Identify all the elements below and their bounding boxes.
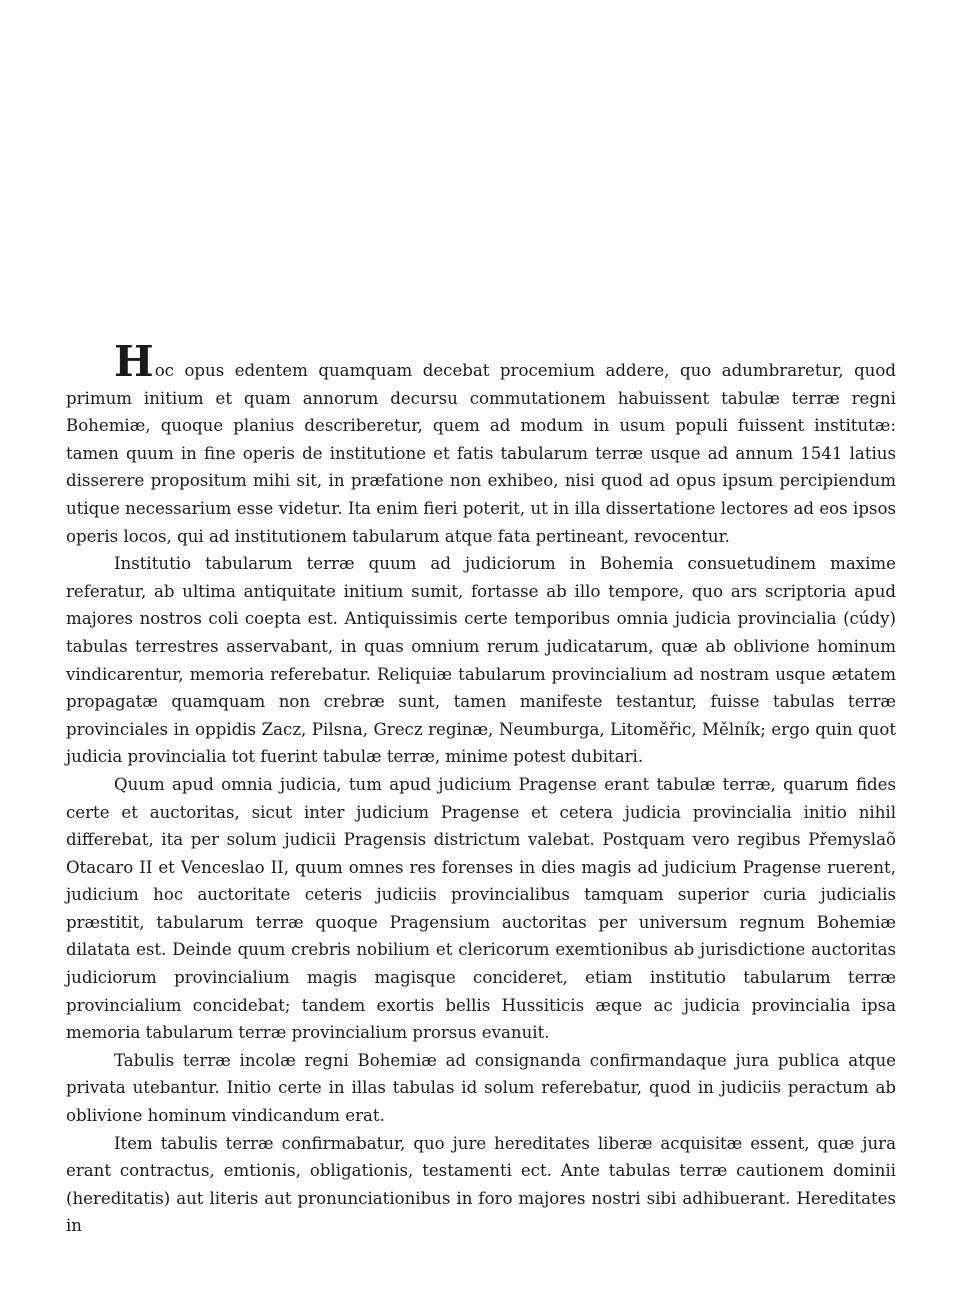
paragraph-5: Item tabulis terræ confirmabatur, quo jure hereditates liberæ acquisitæ essent, quæ jura erant contractus, emtionis, obligationis, testamenti ect. Ante tabulas terræ cautionem dominii (hereditatis) aut literis aut pronunciationibus in foro majores nostri sibi adhibuerant. Hereditates in [66,1133,896,1236]
paragraph-2: Institutio tabularum terræ quum ad judiciorum in Bohemia consuetudinem maxime referatur, ab ultima antiquitate initium sumit, fortasse ab illo tempore, quo ars scriptoria apud majores nostros coli coepta est. Antiquissimis certe temporibus omnia judicia provincialia (cúdy) tabulas terrestres asservabant, in quas omnium rerum judicatarum, quæ ab oblivione hominum vindicarentur, memoria referebatur. Reliquiæ tabularum provincialium ad nostram usque ætatem propagatæ quamquam non crebræ sunt, tamen manifeste testantur, fuisse tabulas terræ provinciales in oppidis Zacz, Pilsna, Grecz reginæ, Neumburga, Litoměřic, Mělník; ergo quin quot judicia provincialia tot fuerint tabulæ terræ, minime potest dubitari. [66,554,896,767]
document-body [66,337,896,1240]
paragraph-4: Tabulis terræ incolæ regni Bohemiæ ad consignanda confirmandaque jura publica atque privata utebantur. Initio certe in illas tabulas id solum referebatur, quod in judiciis peractum ab oblivione hominum vindicandum erat. [66,1050,896,1126]
paragraph-1-text: oc opus edentem quamquam decebat procemium addere, quo adumbraretur, quod primum initium et quam annorum decursu commutationem habuissent tabulæ terræ regni Bohemiæ, quoque planius describeretur, quem ad modum in usum populi fuissent institutæ: tamen quum in fine operis de institutione et fatis tabularum terræ usque ad annum 1541 latius disserere propositum mihi sit, in præfatione non exhibeo, nisi quod ad opus ipsum percipiendum utique necessarium esse videtur. Ita enim fieri poterit, ut in illa dissertatione lectores ad eos ipsos operis locos, qui ad institutionem tabularum atque fata pertineant, revocentur. [66,361,896,546]
paragraph-1 [66,337,896,550]
paragraph-3: Quum apud omnia judicia, tum apud judicium Pragense erant tabulæ terræ, quarum fides certe et auctoritas, sicut inter judicium Pragense et cetera judicia provincialia initio nihil differebat, ita per solum judicii Pragensis districtum valebat. Postquam vero regibus Přemyslaõ Otacaro II et Venceslao II, quum omnes res forenses in dies magis ad judicium Pragense ruerent, judicium hoc auctoritate ceteris judiciis provincialibus tamquam superior curia judicialis præstitit, tabularum terræ quoque Pragensium auctoritas per universum regnum Bohemiæ dilatata est. Deinde quum crebris nobilium et clericorum exemtionibus ab jurisdictione auctoritas judiciorum provincialium magis magisque concideret, etiam institutio tabularum terræ provincialium concidebat; tandem exortis bellis Hussiticis æque ac judicia provincialia ipsa memoria tabularum terræ provincialium prorsus evanuit. [66,774,896,1043]
drop-cap-initial: H [114,337,154,386]
